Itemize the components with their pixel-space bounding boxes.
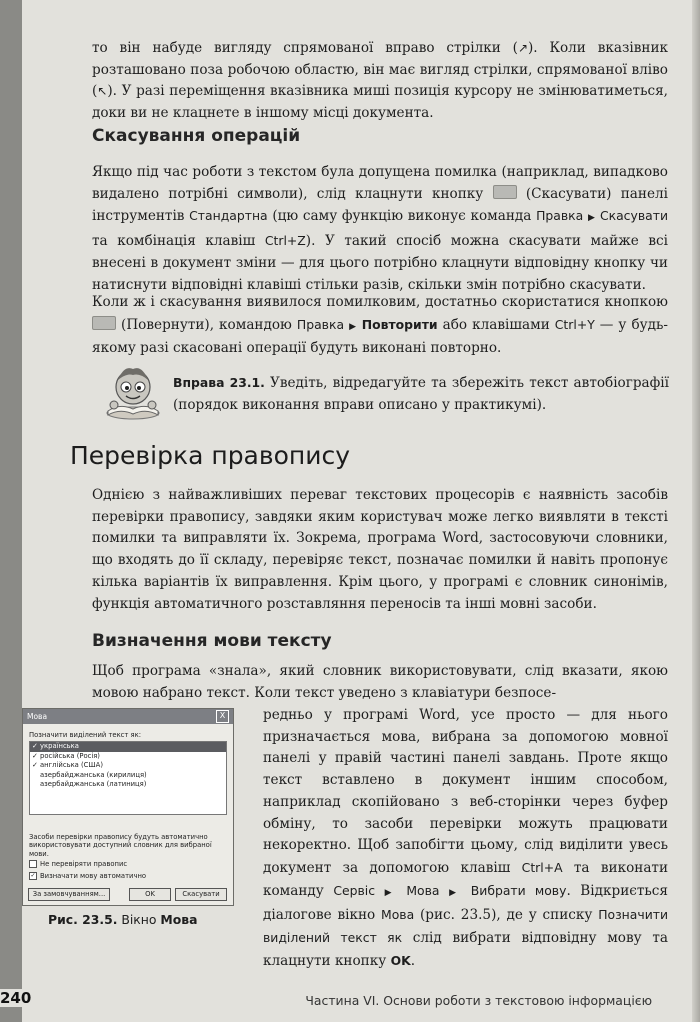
- no-spellcheck-checkbox[interactable]: Не перевіряти правопис: [29, 860, 127, 868]
- spell-paragraph: Однією з найважливіших переваг текстових процесорів є наявність засобів перевірки правопису, завдяки яким користувач може легко виявляти в тексті помилки та виправляти їх. Зокрема, програма Word, застосовуючи словники, що входять до її складу, перевіряє текст, позначає помилки й навіть пропонує кілька варіантів їх виправлення. Крім цього, у програмі є словник синонімів, функція автоматичного розставляння переносів та інші мовні засоби.: [92, 487, 668, 612]
- cancel-button[interactable]: Скасувати: [175, 888, 227, 901]
- undo-text-4: та комбінація клавіш: [92, 233, 265, 250]
- mascot-reading-icon: [104, 363, 162, 421]
- page-edge-bar: [0, 0, 22, 1022]
- lang-text-4: (рис. 23.5), де у списку: [414, 907, 599, 924]
- lang-text-6: .: [410, 952, 416, 969]
- keys-ctrl-y: Ctrl+Y: [554, 316, 595, 332]
- menu-edit: Правка: [536, 208, 584, 224]
- redo-text-4: — у будь-якому разі скасовані операції будуть виконані повторно.: [92, 316, 669, 357]
- lang-paragraph-full: Щоб програма «знала», який словник використовувати, слід вказати, якою мовою набрано текст. Коли текст уведено з клавіатури безпосе-: [92, 663, 668, 701]
- list-name-ref: Позначити виділений текст як: [263, 907, 669, 946]
- menu-redo: Повторити: [361, 316, 438, 332]
- menu-arrow-icon: ▶: [384, 887, 397, 898]
- right-arrow-pointer-icon: ↗: [517, 41, 528, 55]
- undo-text-5: ). У такий спосіб можна скасувати майже всі внесені в документ зміни — для цього потрібно клацнути відповідну кнопку чи натиснути відповідні клавіші стільки разів, скільки змін потрібно скасувати.: [92, 233, 668, 293]
- dialog-name-ref: Мова: [381, 907, 415, 923]
- exercise-text: [173, 372, 669, 416]
- list-item[interactable]: азербайджанська (латиниця): [40, 780, 147, 789]
- close-icon[interactable]: X: [216, 710, 229, 723]
- spell-check-icon: ✓: [32, 761, 38, 770]
- menu-service: Сервіс: [333, 882, 376, 898]
- menu-undo: Скасувати: [599, 208, 668, 224]
- spell-check-icon: ✓: [32, 742, 38, 750]
- spell-check-icon: ✓: [32, 751, 38, 760]
- dialog-note: Засоби перевірки правопису будуть автоматично використовувати доступний словник для вибраної мови.: [29, 833, 212, 858]
- list-item[interactable]: ✓ російська (Росія): [32, 751, 100, 760]
- lang-text-5: слід вибрати відповідну мову та клацнути кнопку: [263, 930, 668, 969]
- lang-paragraph-wrap: [263, 705, 668, 972]
- language-list[interactable]: [29, 741, 227, 815]
- redo-text-3: або клавішами: [437, 316, 555, 333]
- keys-ctrl-z: Ctrl+Z: [264, 233, 306, 249]
- page-number: 240: [0, 989, 32, 1007]
- undo-button-icon: [493, 185, 517, 199]
- menu-language: Мова: [406, 882, 440, 898]
- page-gutter-shadow: [692, 0, 700, 1022]
- dialog-list-label: Позначити виділений текст як:: [29, 731, 142, 739]
- undo-text-2: (Скасувати) панелі інструментів: [92, 185, 668, 225]
- menu-arrow-icon: ▶: [349, 321, 357, 332]
- language-dialog: [22, 708, 234, 906]
- running-footer: Частина VI. Основи роботи з текстовою інформацією: [305, 993, 652, 1008]
- checkbox-box[interactable]: [29, 860, 37, 868]
- exercise-body: Уведіть, відредагуйте та збережіть текст автобіографії (порядок виконання вправи описано у практикумі).: [173, 375, 669, 413]
- intro-text-2: ). Коли вказівник розташовано поза робочою областю, він має вигляд стрілки, спрямованої вліво (: [92, 40, 668, 100]
- lang-text-2: та виконати команду: [263, 859, 669, 899]
- ok-ref: OK: [390, 952, 411, 968]
- keys-ctrl-a: Ctrl+A: [521, 859, 563, 875]
- undo-text-3: (цю саму функцію виконує команда: [267, 208, 537, 225]
- lang-text-1: редньо у програмі Word, усе просто — для нього призначається мова, вибрана за допомогою мовної панелі у правій частині панелі завдань. Проте якщо текст вставлено в документ іншим способом, наприклад скопійовано з веб-сторінки через буфер обміну, то засоби перевірки можуть працювати некоректно. Щоб запобігти цьому, слід виділити увесь документ за допомогою клавіш: [263, 707, 668, 876]
- lang-text-3: . Відкриється діалогове вікно: [263, 882, 668, 924]
- auto-detect-checkbox[interactable]: ✓ Визначати мову автоматично: [30, 872, 147, 880]
- toolbar-name: Стандартна: [189, 208, 268, 224]
- list-item[interactable]: ✓ англійська (США): [32, 761, 103, 770]
- list-item[interactable]: ✓ українська: [30, 742, 226, 752]
- redo-text-2: (Повернути), командою: [116, 316, 297, 333]
- menu-arrow-icon: ▶: [449, 887, 462, 898]
- lang-heading: Визначення мови тексту: [92, 631, 332, 651]
- checkbox-box[interactable]: ✓: [30, 872, 36, 879]
- exercise-label: Вправа 23.1.: [173, 375, 265, 390]
- menu-arrow-icon: ▶: [587, 213, 596, 224]
- dialog-title: Мова: [27, 712, 48, 721]
- default-button[interactable]: За замовчуванням...: [28, 888, 110, 901]
- intro-text-1: то він набуде вигляду спрямованої вправо стрілки (: [92, 40, 518, 56]
- intro-text-3: ). У разі переміщення вказівника миші позиція курсору не змінюватиметься, доки ви не клацнете в іншому місці документа.: [92, 83, 668, 122]
- undo-paragraph-2: [92, 292, 668, 360]
- intro-paragraph: [92, 38, 668, 125]
- caption-label: Рис. 23.5.: [48, 912, 118, 927]
- list-item[interactable]: азербайджанська (кирилиця): [40, 770, 147, 779]
- ok-button[interactable]: OK: [129, 888, 171, 901]
- undo-paragraph-1: [92, 162, 668, 296]
- left-arrow-pointer-icon: ↖: [97, 84, 108, 99]
- caption-name: Мова: [160, 912, 198, 927]
- menu-edit-2: Правка: [296, 316, 345, 332]
- dialog-titlebar: [23, 709, 233, 724]
- figure-caption: [48, 912, 197, 927]
- undo-heading: Скасування операцій: [92, 126, 301, 146]
- menu-choose-language: Вибрати мову: [470, 882, 567, 898]
- redo-text-1: Коли ж і скасування виявилося помилковим, достатньо скористатися кнопкою: [92, 294, 668, 310]
- spell-heading: Перевірка правопису: [70, 441, 351, 470]
- caption-text: Вікно: [117, 912, 161, 927]
- redo-button-icon: [92, 316, 116, 330]
- undo-text-1: Якщо під час роботи з текстом була допущена помилка (наприклад, випадково видалено потрібні символи), слід клацнути кнопку: [92, 164, 668, 202]
